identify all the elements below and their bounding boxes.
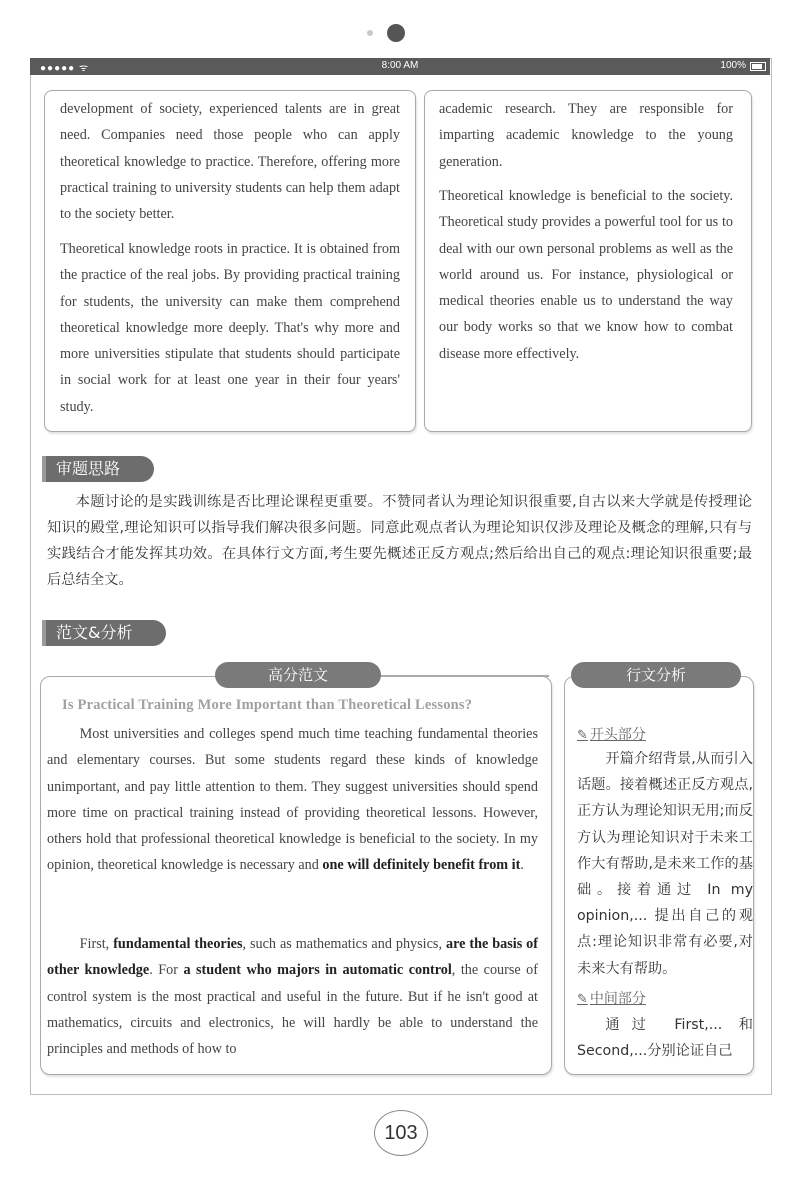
section-label-analysis-approach: 审题思路 (46, 456, 154, 482)
essay-p2-text-c: , such as mathematics and physics, (242, 936, 446, 952)
essay-pill-line (381, 675, 549, 677)
analysis-opening-text: 开篇介绍背景,从而引入话题。接着概述正反方观点,正方认为理论知识无用;而反方认为理论知识对于未来工作大有帮助,是未来工作的基础。接着通过 In my opinion,... 提出自己的观点:理论知识非常有必要,对未来大有帮助。 (577, 751, 753, 977)
essay-pill: 高分范文 (215, 662, 381, 688)
status-time: 8:00 AM (381, 60, 419, 71)
camera-icon (387, 24, 405, 42)
essay-p2-text-a: First, (79, 936, 114, 952)
analysis-heading-opening (577, 724, 646, 744)
pen-icon: ✎ (577, 992, 588, 1007)
analysis-pill: 行文分析 (571, 662, 741, 688)
essay-title: Is Practical Training More Important than Theoretical Lessons? (62, 697, 473, 713)
analysis-middle-text: 通过 First,... 和 Second,...分别论证自己 (577, 1017, 753, 1060)
essay-p2-bold-3: a student who majors in automatic control (183, 962, 452, 979)
top-left-paragraph-2: Theoretical knowledge roots in practice. It is obtained from the practice of the real jobs. By providing practical training for students, the university can make them comprehend theoretical knowledge more deeply. That's why more and more universities stipulate that students should participate in social work for at least one year in their four years' study. (60, 241, 400, 415)
essay-paragraph-1 (47, 721, 538, 879)
essay-p1-text-c: . (520, 857, 524, 874)
essay-p2-bold-2: are the basis of other knowledge (47, 936, 538, 979)
analysis-approach-text: 本题讨论的是实践训练是否比理论课程更重要。不赞同者认为理论知识很重要,自古以来大学就是传授理论知识的殿堂,理论知识可以指导我们解决很多问题。同意此观点者认为理论知识仅涉及理论及概念的理解,只有与实践结合才能发挥其功效。在具体行文方面,考生要先概述正反方观点;然后给出自己的观点:理论知识很重要;最后总结全文。 (47, 494, 752, 588)
top-right-paragraph-2: Theoretical knowledge is beneficial to the society. Theoretical study provides a powerful tool for us to deal with our own personal problems as well as the world around us. For instance, physiological or medical theories enable us to understand the way our body works so that we know how to combat disease more effectively. (439, 188, 733, 362)
camera-indicator-icon (367, 30, 373, 36)
battery-level: 100% (720, 60, 746, 71)
essay-p1-bold: one will definitely benefit from it (322, 857, 521, 874)
section-label-sample-essay: 范文&分析 (46, 620, 166, 646)
signal-icon: ●●●●● ᯤ (40, 63, 90, 74)
analysis-heading-opening-label: 开头部分 (589, 727, 646, 743)
essay-p2-bold-1: fundamental theories (113, 936, 243, 952)
top-left-paragraph-1: development of society, experienced talents are in great need. Companies need those people who can apply theoretical knowledge to practice. Therefore, offering more practical training to university students can help them adapt to the society better. (60, 101, 400, 223)
essay-p1-text-a: Most universities and colleges spend much time teaching fundamental theories and elementary courses. But some students regard these kinds of knowledge unimportant, and pay little attention to them. They suggest universities should spend more time on practical training instead of providing theoretical lessons. However, others hold that professional theoretical knowledge is beneficial to the society. In my opinion, theoretical knowledge is necessary and (47, 726, 538, 874)
analysis-heading-middle (577, 988, 646, 1008)
battery-icon (750, 62, 766, 71)
essay-p2-text-e: . For (149, 962, 184, 979)
pen-icon: ✎ (577, 728, 588, 743)
status-bar (30, 58, 770, 75)
essay-paragraph-2 (47, 931, 538, 1062)
essay-p2-text-g: , the course of control system is the most practical and useful in the future. But if he isn't good at mathematics, circuits and electronics, he will hardly be able to understand the principles and methods of how to (47, 962, 538, 1058)
analysis-heading-middle-label: 中间部分 (589, 991, 646, 1007)
top-right-paragraph-1: academic research. They are responsible for imparting academic knowledge to the young generation. (439, 101, 733, 170)
page-number: 103 (374, 1110, 428, 1156)
